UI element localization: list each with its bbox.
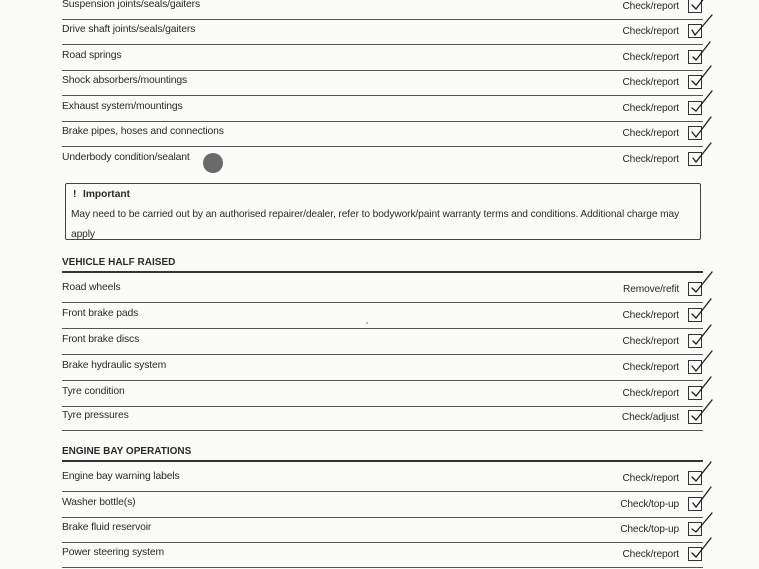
handwritten-tick-icon: [689, 89, 715, 117]
checklist-row: [62, 330, 703, 355]
item-action: Check/report: [622, 103, 679, 114]
item-label: Exhaust system/mountings: [62, 101, 183, 112]
handwritten-tick-icon: [689, 398, 715, 426]
item-action: Check/report: [622, 1, 679, 12]
item-action: Check/report: [622, 336, 679, 347]
checklist-row: [62, 122, 703, 147]
checklist-row: [62, 467, 703, 492]
handwritten-tick-icon: [689, 459, 715, 487]
handwritten-tick-icon: [689, 140, 715, 168]
item-action: Check/report: [622, 549, 679, 560]
item-label: Tyre condition: [62, 386, 125, 397]
item-action: Check/report: [622, 128, 679, 139]
item-label: Tyre pressures: [62, 410, 129, 421]
important-text: May need to be carried out by an authorised repairer/dealer, refer to bodywork/paint warranty terms and conditions. Additional charge may apply: [71, 209, 680, 240]
important-notice: [65, 183, 701, 240]
handwritten-tick-icon: [689, 535, 715, 563]
item-label: Drive shaft joints/seals/gaiters: [62, 24, 196, 35]
item-action: Check/report: [622, 310, 679, 321]
handwritten-tick-icon: [689, 322, 715, 350]
item-label: Engine bay warning labels: [62, 471, 180, 482]
handwritten-tick-icon: [689, 270, 715, 298]
item-action: Check/report: [622, 52, 679, 63]
item-action: Check/report: [622, 473, 679, 484]
item-label: Shock absorbers/mountings: [62, 75, 188, 86]
handwritten-tick-icon: [689, 296, 715, 324]
section-heading-vehicle-half-raised: VEHICLE HALF RAISED: [62, 257, 703, 273]
item-label: Road wheels: [62, 282, 121, 293]
item-label: Suspension joints/seals/gaiters: [62, 0, 201, 10]
item-action: Check/adjust: [621, 412, 679, 423]
checklist-row: [62, 46, 703, 71]
handwritten-tick-icon: [689, 114, 715, 142]
item-label: Front brake pads: [62, 308, 139, 319]
handwritten-tick-icon: [689, 348, 715, 376]
exclamation-icon: !: [73, 189, 77, 200]
item-label: Front brake discs: [62, 334, 140, 345]
checklist-row: [62, 406, 703, 431]
checklist-row: [62, 97, 703, 122]
section-heading-engine-bay: ENGINE BAY OPERATIONS: [62, 446, 703, 462]
checklist-row: [62, 493, 703, 518]
item-action: Check/top-up: [620, 499, 679, 510]
checklist-row: [62, 356, 703, 381]
item-label: Brake hydraulic system: [62, 360, 167, 371]
checklist-row: [62, 278, 703, 303]
handwritten-tick-icon: [689, 510, 715, 538]
checklist-row: [62, 71, 703, 96]
handwritten-tick-icon: [689, 485, 715, 513]
item-action: Check/report: [622, 362, 679, 373]
item-label: Power steering system: [62, 547, 164, 558]
ink-dot-marker: [203, 153, 223, 173]
item-action: Check/report: [622, 154, 679, 165]
item-action: Check/report: [622, 26, 679, 37]
important-heading: Important: [83, 189, 130, 200]
checklist-row: [62, 20, 703, 45]
checklist-row: [62, 518, 703, 543]
scan-speck: [366, 322, 368, 324]
checklist-row: [62, 304, 703, 329]
important-title: [73, 189, 130, 200]
checklist-row: [62, 543, 703, 568]
item-action: Check/report: [622, 77, 679, 88]
handwritten-tick-icon: [689, 12, 715, 40]
checklist-row: [62, 0, 703, 20]
item-action: Check/top-up: [620, 524, 679, 535]
handwritten-tick-icon: [689, 63, 715, 91]
item-label: Underbody condition/sealant: [62, 152, 190, 163]
handwritten-tick-icon: [689, 38, 715, 66]
item-label: Brake fluid reservoir: [62, 522, 152, 533]
item-label: Brake pipes, hoses and connections: [62, 126, 224, 137]
item-action: Check/report: [622, 388, 679, 399]
checklist-row: [62, 382, 703, 407]
item-label: Washer bottle(s): [62, 497, 136, 508]
item-action: Remove/refit: [623, 284, 679, 295]
item-label: Road springs: [62, 50, 122, 61]
checklist-row: [62, 148, 703, 172]
